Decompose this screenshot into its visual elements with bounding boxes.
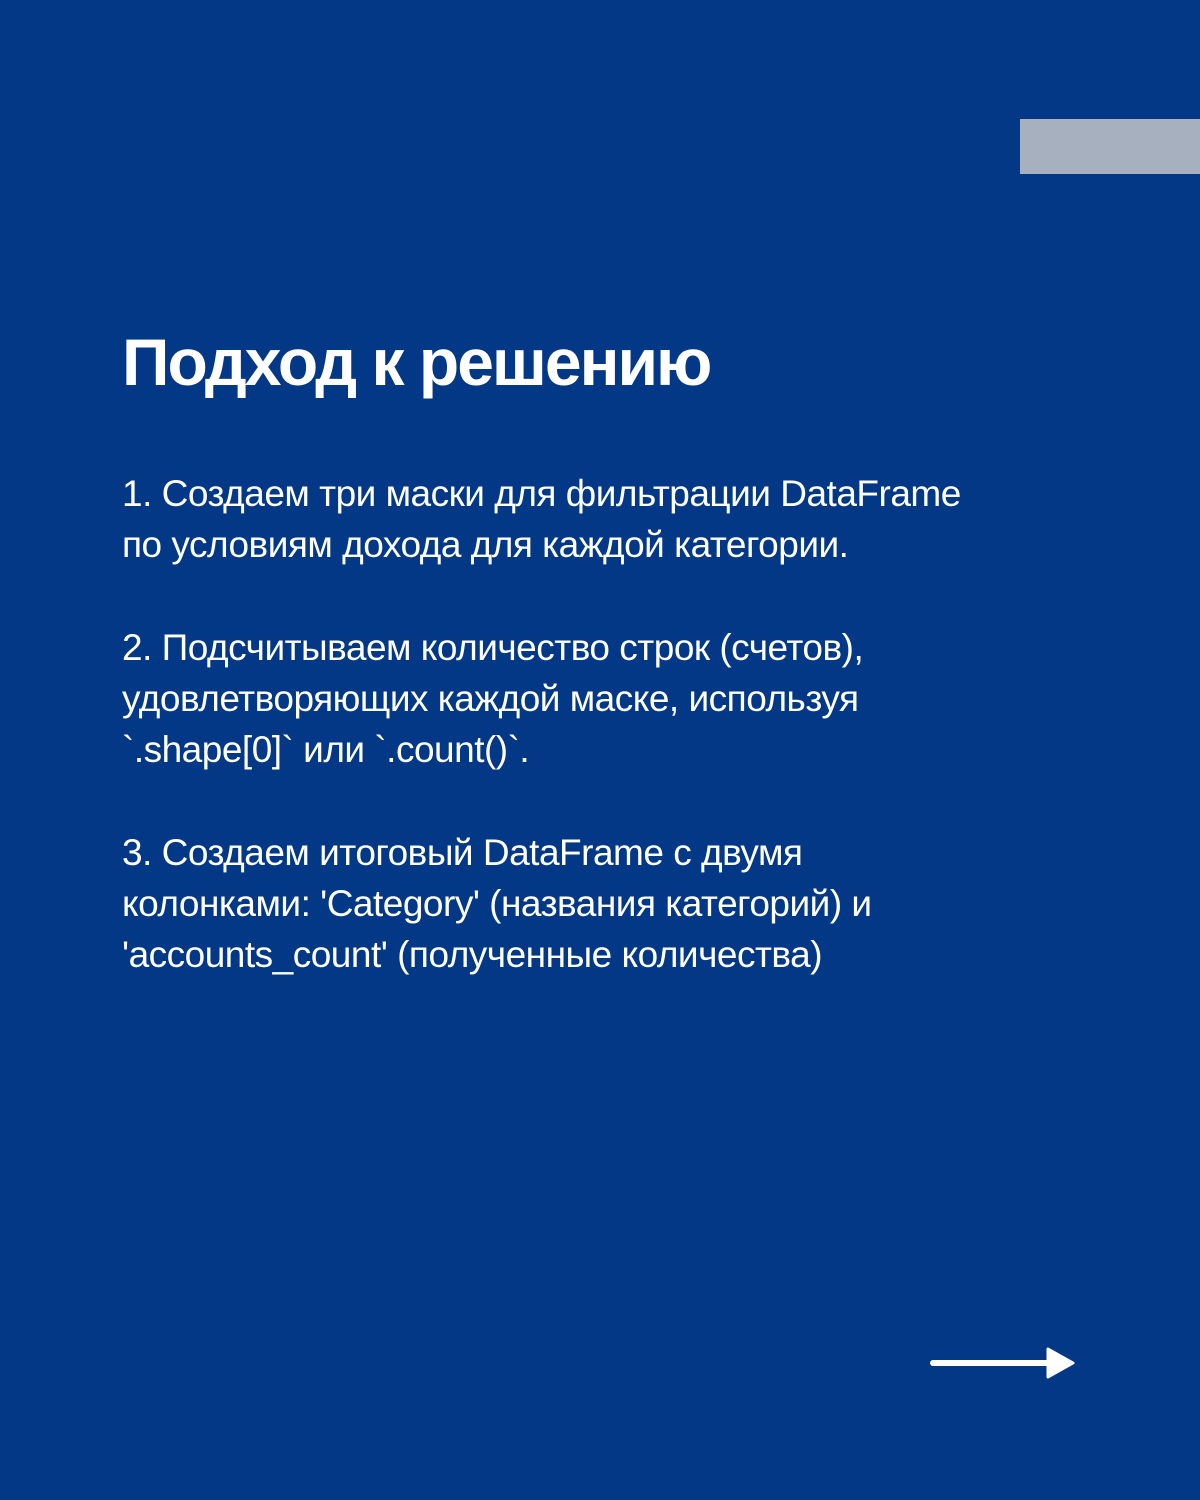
step-line: по условиям дохода для каждой категории. xyxy=(122,524,849,565)
step-2 xyxy=(122,622,1122,775)
arrow-right-icon[interactable] xyxy=(930,1346,1076,1380)
step-line: удовлетворяющих каждой маске, используя xyxy=(122,678,859,719)
step-line: 2. Подсчитываем количество строк (счетов), xyxy=(122,627,864,668)
step-line: `.shape[0]` или `.count()`. xyxy=(122,729,530,770)
accent-bar xyxy=(1020,119,1200,174)
slide-title: Подход к решению xyxy=(122,325,711,399)
step-line: 3. Создаем итоговый DataFrame с двумя xyxy=(122,832,803,873)
step-line: 1. Создаем три маски для фильтрации DataFrame xyxy=(122,473,961,514)
step-1 xyxy=(122,468,1122,570)
step-line: колонками: 'Category' (названия категорий) и xyxy=(122,883,872,924)
steps-list xyxy=(122,468,1122,1032)
step-3 xyxy=(122,827,1122,980)
step-line: 'accounts_count' (полученные количества) xyxy=(122,934,823,975)
